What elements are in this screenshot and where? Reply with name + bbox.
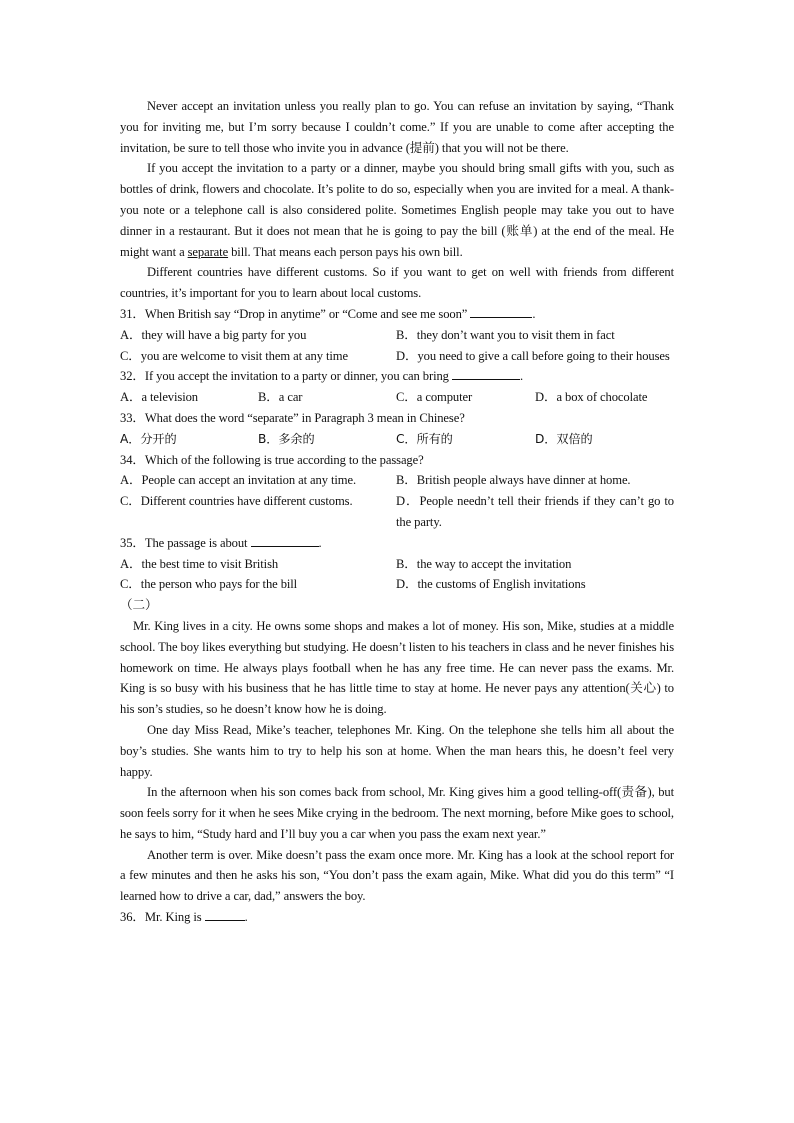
option-c: C．you are welcome to visit them at any time	[120, 348, 348, 363]
answer-blank	[452, 367, 520, 380]
passage2-paragraph-1: Mr. King lives in a city. He owns some shops and makes a lot of money. His son, Mike, studies at a middle school. The boy likes everything but studying. He doesn’t listen to his teachers in class and he never finishes his homework on time. He always plays football when he has any free time. He can never pass the exams. Mr. King is so busy with his business that he has little time to stay at home. He never pays any attention(关心) to his son’s studies, so he doesn’t know how he is doing.	[120, 618, 674, 717]
question-36-end: .	[244, 910, 248, 925]
option-c: C．a computer	[396, 390, 473, 405]
paragraph-2-text-a: If you accept the invitation to a party or a dinner, maybe you should bring small gifts with you, such as bottles of drink, flowers and chocolate. It’s polite to do so, especially when you are invited for a meal. A thank-you note or a telephone call is also considered polite. Sometimes English people may take you out to have dinner in a restaurant. But it does not mean that he is going to pay the bill (账单) at the end of the meal. He might want a	[120, 161, 674, 259]
question-31-stem: 31．When British say “Drop in anytime” or “Come and see me soon”	[120, 306, 471, 321]
question-35-end: .	[318, 535, 322, 550]
option-c: C．the person who pays for the bill	[120, 577, 298, 592]
answer-blank	[470, 305, 532, 318]
option-b: B．the way to accept the invitation	[396, 556, 572, 571]
question-32-stem: 32．If you accept the invitation to a party or dinner, you can bring	[120, 369, 452, 384]
option-a: A．分开的	[120, 431, 177, 446]
question-33-options	[120, 429, 674, 450]
option-a: A．People can accept an invitation at any time.	[120, 473, 356, 488]
option-a: A．they will have a big party for you	[120, 327, 307, 342]
option-c: C．所有的	[396, 431, 453, 446]
passage1-paragraph-2	[120, 158, 674, 262]
option-d: D．you need to give a call before going to their houses	[396, 348, 670, 363]
question-36	[120, 907, 674, 928]
passage2-paragraph-3: In the afternoon when his son comes back from school, Mr. King gives him a good telling-off(责备), but soon feels sorry for it when he sees Mike crying in the bedroom. The next morning, before Mike goes to school, he says to him, “Study hard and I’ll buy you a car when you pass the exam next year.”	[120, 785, 674, 841]
option-a: A．a television	[120, 390, 198, 405]
question-32	[120, 366, 674, 387]
passage2-paragraph-4: Another term is over. Mike doesn’t pass the exam once more. Mr. King has a look at the school report for a few minutes and then he asks his son, “You don’t pass the exam again, Mike. What did you do this term” “I learned how to drive a car, dad,” answers the boy.	[120, 847, 674, 904]
question-32-end: .	[519, 369, 523, 384]
underlined-word-separate: separate	[187, 244, 229, 259]
option-b: B．多余的	[258, 431, 315, 446]
answer-blank	[205, 908, 245, 921]
section-2-title: （二）	[120, 598, 158, 613]
question-31-end: .	[532, 306, 536, 321]
paragraph-2-text-b: bill. That means each person pays his own bill.	[228, 244, 463, 259]
option-d: D．the customs of English invitations	[396, 577, 586, 592]
passage1-paragraph-1: Never accept an invitation unless you really plan to go. You can refuse an invitation by saying, “Thank you for inviting me, but I’m sorry because I couldn’t come.” If you are unable to come after accepting the invitation, be sure to tell those who invite you in advance (提前) that you will not be there.	[120, 99, 674, 155]
answer-blank	[251, 534, 319, 547]
option-d: D．双倍的	[535, 431, 593, 446]
question-32-options	[120, 387, 674, 408]
passage1-paragraph-3: Different countries have different customs. So if you want to get on well with friends from different countries, it’s important for you to learn about local customs.	[120, 265, 674, 301]
option-b: B．they don’t want you to visit them in fact	[396, 327, 615, 342]
option-d: D．People needn’t tell their friends if they can’t go to the party.	[396, 494, 674, 529]
question-35	[120, 533, 674, 554]
question-35-options	[120, 554, 674, 596]
exam-page	[120, 96, 674, 928]
option-b: B．British people always have dinner at home.	[396, 473, 631, 488]
question-36-stem: 36．Mr. King is	[120, 910, 205, 925]
option-c: C．Different countries have different customs.	[120, 494, 353, 509]
option-b: B．a car	[258, 390, 303, 405]
passage2-paragraph-2: One day Miss Read, Mike’s teacher, telephones Mr. King. On the telephone she tells him all about the boy’s studies. She wants him to try to help his son at home. When the man hears this, he doesn’t feel very happy.	[120, 722, 674, 779]
question-31	[120, 304, 674, 325]
question-34: 34．Which of the following is true according to the passage?	[120, 452, 424, 467]
option-a: A．the best time to visit British	[120, 556, 279, 571]
option-d: D．a box of chocolate	[535, 390, 648, 405]
question-35-stem: 35．The passage is about	[120, 535, 251, 550]
question-33: 33．What does the word “separate” in Paragraph 3 mean in Chinese?	[120, 410, 465, 425]
